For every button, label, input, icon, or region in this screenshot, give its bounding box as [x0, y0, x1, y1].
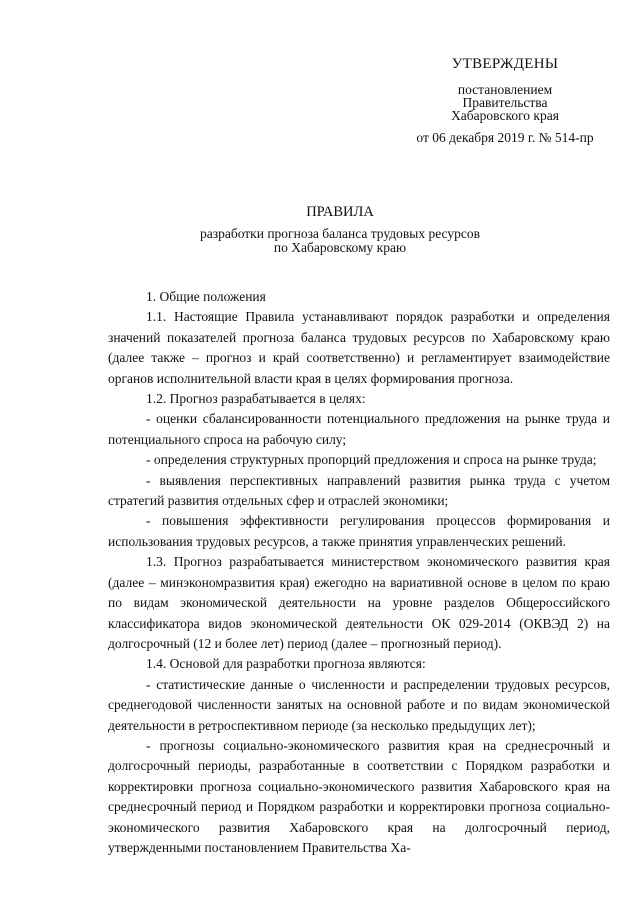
approval-line: Правительства [462, 95, 548, 110]
section-heading: 1. Общие положения [146, 289, 266, 304]
paragraph: 1.1. Настоящие Правила устанавливают порядок разработки и определения значений показателей прогноза баланса трудовых ресурсов по Хабаровскому краю (далее также – прогноз и край соответственно) и регламентирует взаимодействие органов исполнительной власти края в целях формирования прогноза. [108, 309, 610, 386]
paragraph: - выявления перспективных направлений развития рынка труда с учетом стратегий развития отдельных сфер и отраслей экономики; [108, 472, 610, 509]
approval-stamp: УТВЕРЖДЕНЫ [451, 56, 559, 72]
document-title: ПРАВИЛА [306, 204, 374, 220]
approval-date: от 06 декабря 2019 г. № 514-пр [416, 130, 594, 145]
paragraph: - определения структурных пропорций предложения и спроса на рынке труда; [146, 452, 597, 468]
subtitle-line: по Хабаровскому краю [273, 239, 407, 255]
paragraph: - прогнозы социально-экономического развития края на среднесрочный и долгосрочный периоды, разработанные в соответствии с Порядком разработки и корректировки прогноза социально-экономического развития Хабаровского края на среднесрочный период и Порядком разработки и корректировки прогноза социально-экономического развития Хабаровского края на долгосрочный период, утвержденными постановлением Правительства Ха- [108, 737, 610, 855]
paragraph: 1.4. Основой для разработки прогноза являются: [146, 656, 426, 672]
document-body [108, 287, 610, 858]
approval-line: постановлением [457, 82, 553, 97]
document-subtitle [160, 227, 520, 254]
paragraph: - оценки сбалансированности потенциального предложения на рынке труда и потенциального спроса на рабочую силу; [108, 411, 610, 447]
approval-line: Хабаровского края [451, 108, 559, 123]
approval-block [400, 58, 610, 144]
subtitle-line: разработки прогноза баланса трудовых ресурсов [200, 226, 480, 241]
paragraph: 1.2. Прогноз разрабатывается в целях: [146, 391, 366, 407]
paragraph: - статистические данные о численности и распределении трудовых ресурсов, среднегодовой численности занятых на основной работе и по видам экономической деятельности в ретроспективном периоде (за несколько предыдущих лет); [108, 676, 610, 733]
paragraph: - повышения эффективности регулирования процессов формирования и использования трудовых ресурсов, а также принятия управленческих решений. [108, 513, 610, 549]
paragraph: 1.3. Прогноз разрабатывается министерством экономического развития края (далее – минэкономразвития края) ежегодно на вариативной основе в целом по краю по видам экономической деятельности на уровне разделов Общероссийского классификатора видов экономической деятельности ОК 029-2014 (ОКВЭД 2) на долгосрочный (12 и более лет) период (далее – прогнозный период). [108, 554, 610, 651]
